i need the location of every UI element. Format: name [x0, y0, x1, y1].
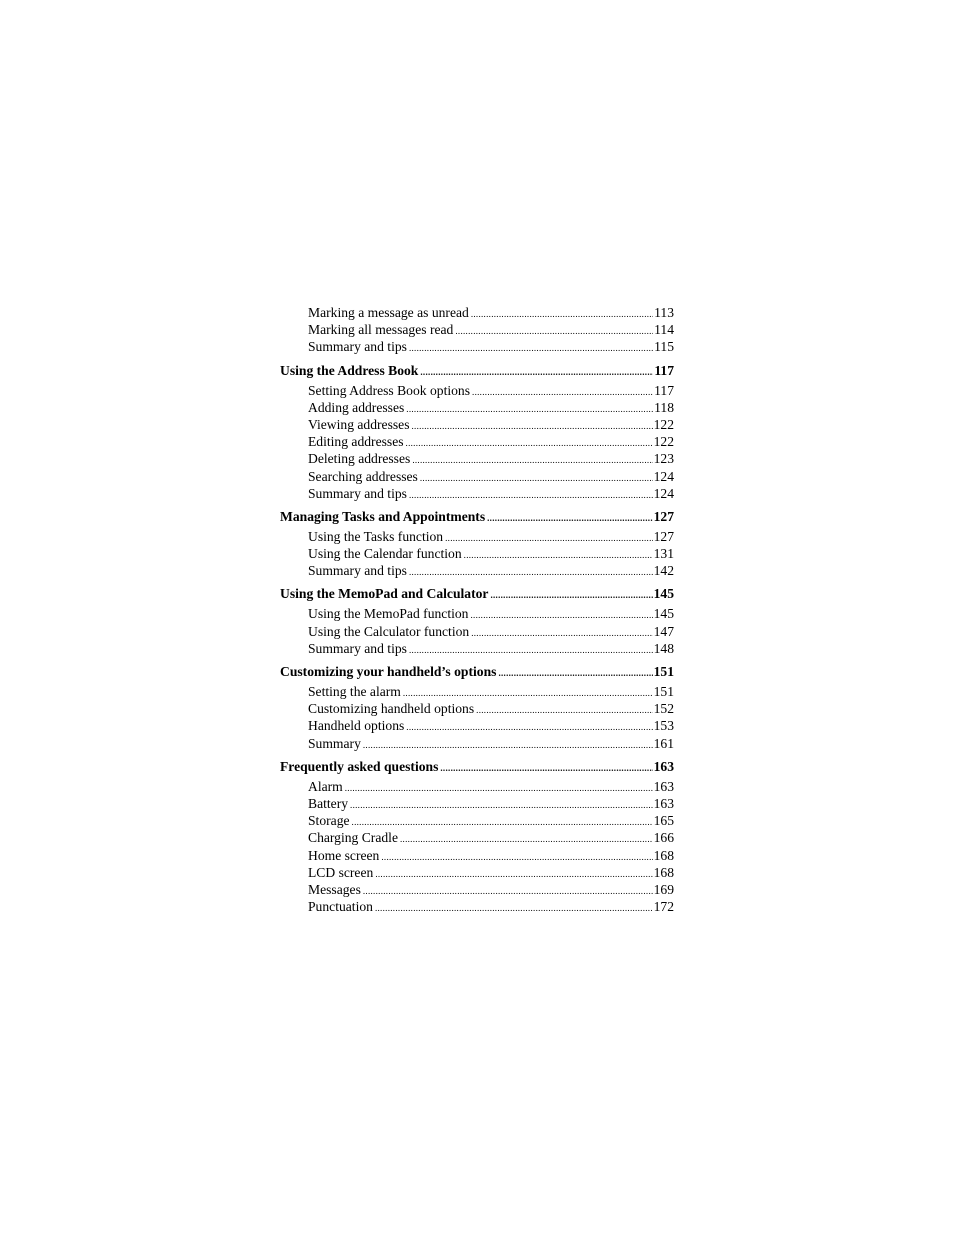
toc-entry-title: Using the Calculator function: [308, 623, 470, 639]
toc-heading[interactable]: [280, 758, 674, 775]
toc-entry-title: Editing addresses: [308, 434, 404, 450]
toc-entry-title: Deleting addresses: [308, 451, 411, 467]
toc-entry[interactable]: [280, 683, 674, 700]
toc-heading-page: 145: [653, 586, 674, 602]
dot-leader: [363, 737, 653, 752]
toc-entry-page: 151: [653, 684, 674, 699]
toc-entry[interactable]: [280, 528, 674, 545]
dot-leader: [409, 642, 653, 657]
toc-heading[interactable]: [280, 508, 674, 525]
toc-entry[interactable]: [280, 468, 674, 485]
toc-heading-title: Using the MemoPad and Calculator: [280, 586, 489, 602]
dot-leader: [406, 719, 652, 734]
toc-entry[interactable]: [280, 450, 674, 467]
toc-entry[interactable]: [280, 778, 674, 795]
toc-entry-title: Summary and tips: [308, 640, 407, 656]
toc-entry[interactable]: [280, 399, 674, 416]
toc-entry[interactable]: [280, 433, 674, 450]
toc-entry-title: Punctuation: [308, 899, 373, 915]
toc-section: [280, 304, 674, 356]
toc-entry-title: Searching addresses: [308, 468, 418, 484]
toc-entry-page: 153: [653, 718, 674, 734]
toc-entry[interactable]: [280, 416, 674, 433]
toc-entry-title: Battery: [308, 795, 349, 811]
toc-entry-title: Summary and tips: [308, 339, 407, 355]
toc-entry-page: 123: [653, 451, 674, 467]
toc-entry-page: 114: [654, 322, 674, 338]
toc-entry-title: Handheld options: [308, 718, 405, 734]
toc-entry-title: Using the Calendar function: [308, 546, 462, 562]
toc-entry-page: 122: [653, 416, 674, 432]
toc-entry-page: 124: [653, 485, 674, 501]
dot-leader: [420, 364, 653, 379]
dot-leader: [412, 452, 652, 467]
toc-heading-title: Using the Address Book: [280, 362, 419, 378]
dot-leader: [471, 306, 653, 321]
dot-leader: [409, 564, 653, 579]
dot-leader: [498, 665, 652, 680]
toc-entry[interactable]: [280, 623, 674, 640]
toc-entry-page: 124: [653, 468, 674, 484]
toc-entry-page: 172: [653, 899, 674, 915]
dot-leader: [471, 625, 652, 640]
toc-entry-title: Setting the alarm: [308, 684, 401, 699]
toc-heading[interactable]: [280, 362, 674, 379]
toc-entry-title: Marking a message as unread: [308, 305, 469, 320]
toc-entry-title: Using the MemoPad function: [308, 606, 469, 622]
toc-entry-page: 145: [653, 606, 674, 622]
toc-section: [280, 758, 674, 916]
dot-leader: [403, 685, 653, 700]
toc-entry[interactable]: [280, 562, 674, 579]
dot-leader: [400, 831, 653, 846]
toc-entry[interactable]: [280, 829, 674, 846]
toc-entry-page: 147: [653, 623, 674, 639]
dot-leader: [487, 510, 652, 525]
toc-entry-title: Charging Cradle: [308, 830, 398, 846]
toc-entry[interactable]: [280, 898, 674, 915]
toc-entry-title: Storage: [308, 813, 350, 829]
toc-entry-title: Summary and tips: [308, 563, 407, 579]
toc-entry-title: Viewing addresses: [308, 416, 410, 432]
toc-heading-page: 163: [653, 758, 674, 774]
toc-entry-page: 166: [653, 830, 674, 846]
toc-heading-page: 117: [654, 362, 674, 378]
toc-entry[interactable]: [280, 864, 674, 881]
toc-entry-title: LCD screen: [308, 864, 374, 880]
toc-entry-page: 113: [654, 305, 674, 320]
toc-entry-page: 118: [654, 399, 674, 415]
toc-entry[interactable]: [280, 545, 674, 562]
toc-entry-title: Summary: [308, 735, 361, 751]
toc-entry-title: Home screen: [308, 847, 380, 863]
dot-leader: [464, 547, 653, 562]
dot-leader: [490, 587, 652, 602]
toc-entry[interactable]: [280, 338, 674, 355]
dot-leader: [476, 702, 652, 717]
toc-section: [280, 663, 674, 752]
dot-leader: [345, 780, 653, 795]
toc-entry-page: 168: [653, 864, 674, 880]
toc-entry[interactable]: [280, 735, 674, 752]
toc-entry-title: Using the Tasks function: [308, 528, 444, 544]
toc-entry-page: 163: [653, 778, 674, 794]
dot-leader: [412, 418, 653, 433]
toc-entry[interactable]: [280, 700, 674, 717]
toc-entry-title: Summary and tips: [308, 485, 407, 501]
toc-entry-page: 168: [653, 847, 674, 863]
toc-entry-page: 163: [653, 795, 674, 811]
toc-entry-title: Messages: [308, 881, 361, 897]
toc-section: [280, 508, 674, 580]
toc-heading[interactable]: [280, 585, 674, 602]
toc-entry-page: 152: [653, 701, 674, 717]
toc-entry[interactable]: [280, 605, 674, 622]
toc-entry-page: 165: [653, 813, 674, 829]
toc-heading-title: Customizing your handheld’s options: [280, 664, 497, 679]
dot-leader: [406, 435, 653, 450]
toc-entry[interactable]: [280, 321, 674, 338]
toc-heading-page: 151: [653, 664, 674, 679]
dot-leader: [440, 760, 652, 775]
toc-heading[interactable]: [280, 663, 674, 680]
toc-section: [280, 362, 674, 502]
toc-section: [280, 585, 674, 657]
toc-entry-page: 169: [653, 881, 674, 897]
toc-entry[interactable]: [280, 382, 674, 399]
dot-leader: [381, 849, 652, 864]
toc-entry-page: 142: [653, 563, 674, 579]
toc-entry[interactable]: [280, 717, 674, 734]
dot-leader: [420, 470, 653, 485]
toc-entry-page: 148: [653, 640, 674, 656]
toc-heading-page: 127: [653, 508, 674, 524]
toc-entry[interactable]: [280, 795, 674, 812]
toc-entry[interactable]: [280, 304, 674, 321]
dot-leader: [472, 384, 653, 399]
toc-entry-page: 122: [653, 434, 674, 450]
dot-leader: [352, 814, 653, 829]
toc-entry-page: 127: [653, 528, 674, 544]
dot-leader: [406, 401, 653, 416]
dot-leader: [375, 900, 653, 915]
toc-entry[interactable]: [280, 881, 674, 898]
dot-leader: [445, 530, 653, 545]
toc-entry-title: Alarm: [308, 778, 343, 794]
table-of-contents: [280, 304, 674, 915]
toc-heading-title: Frequently asked questions: [280, 758, 439, 774]
dot-leader: [363, 883, 653, 898]
dot-leader: [409, 340, 653, 355]
toc-heading-title: Managing Tasks and Appointments: [280, 508, 486, 524]
toc-entry-page: 117: [654, 382, 674, 398]
toc-entry-page: 131: [653, 546, 674, 562]
toc-entry[interactable]: [280, 485, 674, 502]
dot-leader: [470, 607, 652, 622]
dot-leader: [375, 866, 652, 881]
dot-leader: [350, 797, 653, 812]
toc-entry-page: 115: [654, 339, 674, 355]
toc-entry[interactable]: [280, 640, 674, 657]
toc-entry-page: 161: [653, 735, 674, 751]
toc-entry-title: Marking all messages read: [308, 322, 454, 338]
dot-leader: [455, 323, 653, 338]
toc-entry[interactable]: [280, 847, 674, 864]
toc-entry-title: Adding addresses: [308, 399, 405, 415]
toc-entry-title: Customizing handheld options: [308, 701, 475, 717]
toc-entry-title: Setting Address Book options: [308, 382, 471, 398]
dot-leader: [409, 487, 653, 502]
toc-entry[interactable]: [280, 812, 674, 829]
